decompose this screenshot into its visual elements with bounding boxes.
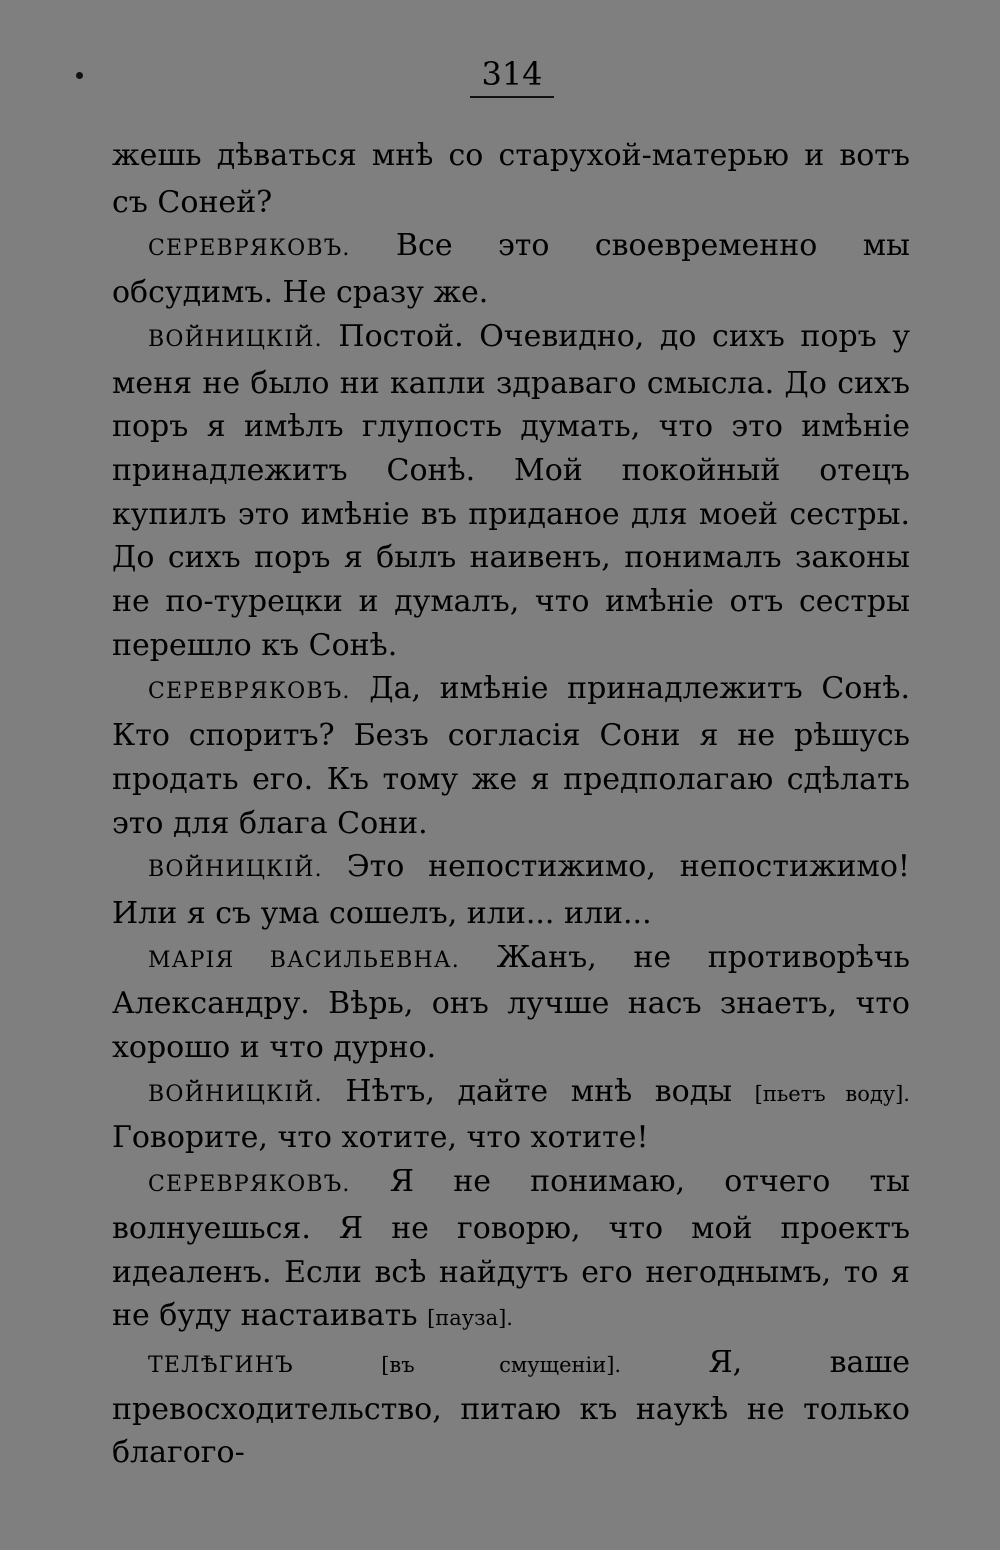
stage-direction: [пауза]. [427, 1306, 513, 1331]
dialogue-paragraph [112, 667, 910, 845]
margin-dot [76, 72, 83, 79]
paragraph-text: Жанъ, не противорѣчь Александру. Вѣрь, онъ лучше насъ знаетъ, что хорошо и что дурно. [112, 939, 910, 1066]
speaker-name: ТЕЛѢГИНЪ [148, 1352, 294, 1378]
speaker-name: СЕРЕВРЯКОВЪ. [148, 1172, 351, 1198]
dialogue-paragraph [112, 1160, 910, 1341]
stage-direction: [пьетъ воду]. [754, 1081, 910, 1106]
paragraph-text: Нѣтъ, дайте мнѣ воды [345, 1073, 733, 1109]
dialogue-paragraph [112, 315, 910, 668]
paragraph-text: Постой. Очевидно, до сихъ поръ у меня не было ни капли здраваго смысла. До сихъ поръ я имѣлъ глупость думать, что это имѣніе принадлежитъ Сонѣ. Мой покойный отецъ купилъ это имѣніе въ приданое для моей сестры. До сихъ поръ я былъ наивенъ, понималъ законы не по-турецки и думалъ, что имѣніе отъ сестры перешло къ Сонѣ. [112, 318, 910, 663]
paragraph-text-tail: Говорите, что хотите, что хотите! [112, 1120, 649, 1156]
play-text [112, 134, 910, 1475]
paragraph-continuation [112, 134, 910, 224]
dialogue-paragraph [112, 936, 910, 1070]
speaker-name: ВОЙНИЦКІЙ. [148, 326, 323, 352]
dialogue-paragraph [112, 845, 910, 935]
page-number: 314 [481, 55, 543, 93]
speaker-name: ВОЙНИЦКІЙ. [148, 1081, 323, 1107]
dialogue-paragraph [112, 1070, 910, 1160]
page-number-rule [470, 96, 554, 98]
speaker-name: СЕРЕВРЯКОВЪ. [148, 679, 351, 705]
speaker-name: СЕРЕВРЯКОВЪ. [148, 236, 351, 262]
speaker-name: МАРІЯ ВАСИЛЬЕВНА. [148, 947, 460, 973]
dialogue-paragraph [112, 1341, 910, 1475]
paragraph-text: Я не понимаю, отчего ты волнуешься. Я не говорю, что мой проектъ идеаленъ. Если всѣ найдутъ его негоднымъ, то я не буду настаивать [112, 1164, 910, 1334]
speaker-name: ВОЙНИЦКІЙ. [148, 857, 323, 883]
paragraph-text: жешь дѣваться мнѣ со старухой-матерью и вотъ съ Соней? [112, 138, 910, 220]
paragraph-text: Я, ваше превосходительство, питаю къ наукѣ не только благого- [112, 1344, 910, 1471]
paragraph-text: Да, имѣніе принадлежитъ Сонѣ. Кто споритъ? Безъ согласія Сони я не рѣшусь продать его. Къ тому же я предполагаю сдѣлать это для блага Сони. [112, 671, 910, 841]
dialogue-paragraph [112, 224, 910, 314]
paragraph-text: Все это своевременно мы обсудимъ. Не сразу же. [112, 228, 910, 311]
paragraph-text: Это непостижимо, непостижимо! Или я съ ума сошелъ, или... или... [112, 849, 910, 931]
stage-direction: [въ смущеніи]. [381, 1352, 622, 1377]
